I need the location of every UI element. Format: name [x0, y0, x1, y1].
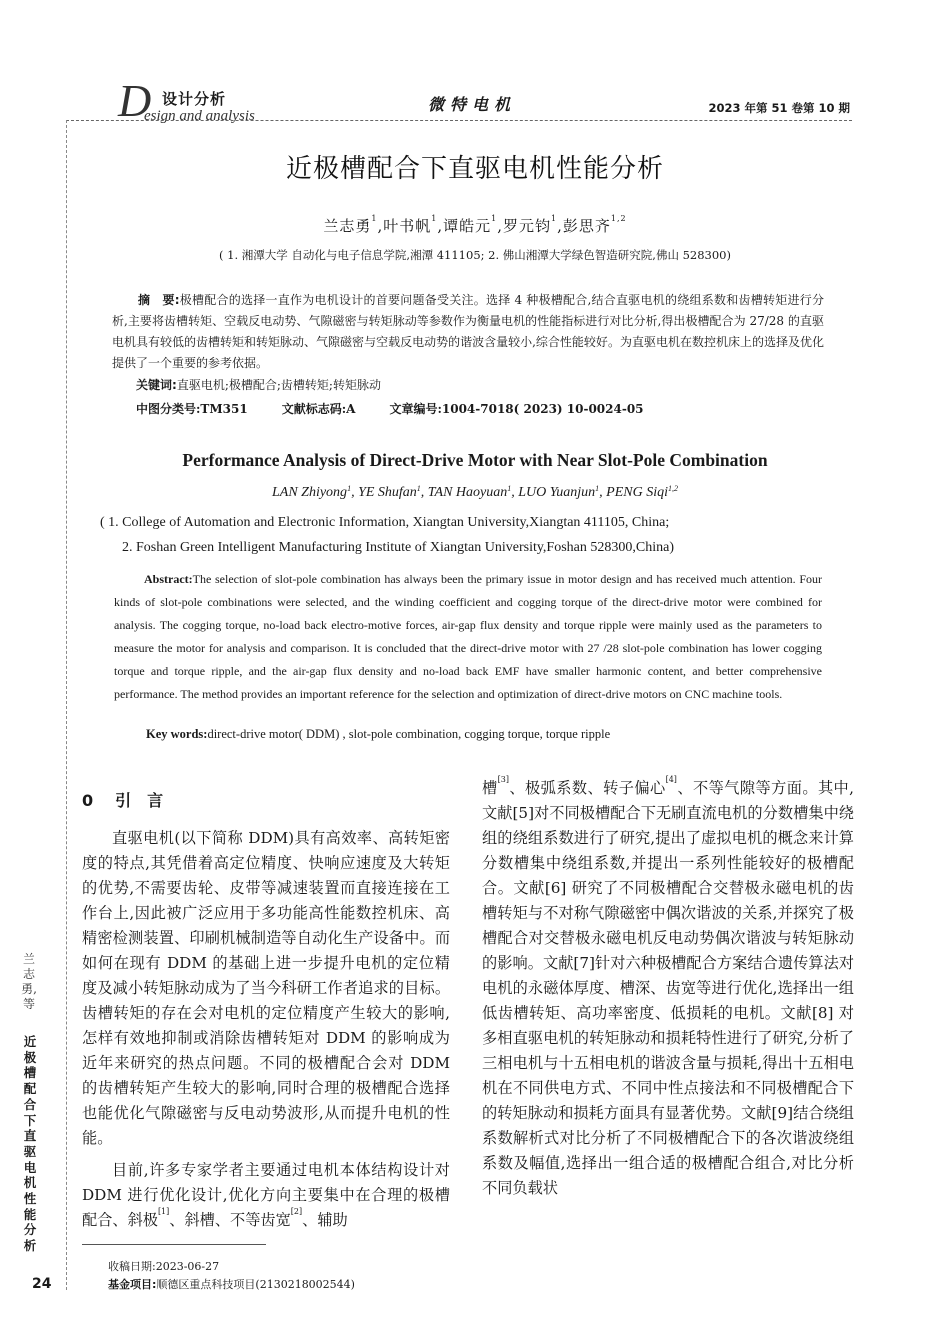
issue-info: 2023 年第 51 卷第 10 期: [708, 101, 850, 115]
author-list-cn: 兰志勇$^1$,叶书帆$^1$,谭皓元$^1$,罗元钧$^1$,彭思齐$^{1,2}$: [323, 214, 627, 235]
abstract-en: [114, 568, 822, 706]
fund-label: 基金项目:: [108, 1278, 157, 1291]
author-name-en: PENG Siqi: [606, 485, 669, 500]
author-sup-en: 1: [416, 484, 421, 493]
running-head-title: 近极槽配合下直驱电机性能分析: [23, 1034, 37, 1254]
paragraph-text: 、辅助: [302, 1211, 348, 1229]
author-name: 叶书帆: [383, 217, 432, 235]
author-name-en: LUO Yuanjun: [518, 485, 596, 500]
running-head-authors: 兰志勇,等: [21, 952, 37, 1011]
logo-letter: D: [118, 75, 152, 126]
author-name-en: YE Shufan: [358, 485, 417, 500]
abstract-cn: [112, 290, 824, 374]
keywords-label-cn: 关键词:: [136, 378, 177, 392]
author-name: 罗元钧: [503, 217, 552, 235]
classification-line: [136, 400, 678, 417]
author-name-en: LAN Zhiyong: [271, 485, 348, 500]
author-sup-en: 1: [347, 484, 352, 493]
paragraph-text: 、不等气隙等方面。其中,文献[5]对不同极槽配合下无刷直流电机的分数槽集中绕组的绕组系数进行了研究,提出了虚拟电机的概念来计算分数槽集中绕组系数,并提出一系列性能较好的极槽配合。文献[6] 研究了不同极槽配合交替极永磁电机的齿槽转矩与不对称气隙磁密中偶次谐波的关系,并探究了极槽配合对交替极永磁电机反电动势偶次谐波与转矩脉动的影响。文献[7]针对六种极槽配合方案结合遗传算法对电机的永磁体厚度、槽深、齿宽等进行优化,选择出一组低齿槽转矩、高功率密度、低损耗的电机。文献[8] 对多相直驱电机的转矩脉动和损耗特性进行了研究,分析了三相电机与十五相电机的谐波含量与损耗,得出十五相电机在不同供电方式、不同中性点接法和不同极槽配合下的转矩脉动和损耗方面具有显著优势。文献[9]结合绕组系数解析式对比分析了不同极槽配合下的各次谐波绕组系数及幅值,选择出一组合适的极槽配合组合,对比分析不同负载状: [482, 779, 855, 1197]
side-divider: [66, 120, 67, 1290]
keywords-en: [146, 727, 610, 742]
citation-ref: [4]: [665, 775, 677, 784]
abstract-text-en: The selection of slot-pole combination has always been the primary issue in motor design and has received much attention. Four kinds of slot-pole combinations were selected, and the winding coefficient and cogging torque of the direct-drive motor were combined for analysis. The cogging torque, no-load back electro-motive forces, air-gap flux density and torque ripple were mainly used as the parameters to measure the motor for analysis and comparison. It is concluded that the direct-drive motor with 27 /28 slot-pole combination has lower cogging torque and torque ripple, and the air-gap flux density and no-load back EMF have smaller harmonic content, and better comprehensive performance. The method provides an important reference for the selection and optimization of direct-drive motors on CNC machine tools.: [114, 572, 822, 701]
fund-info: [108, 1276, 355, 1292]
received-date: 收稿日期:2023-06-27: [108, 1260, 220, 1273]
author-name-en: TAN Haoyuan: [427, 485, 508, 500]
paragraph-text: 槽: [482, 779, 498, 797]
section-title: 引 言: [115, 791, 164, 810]
keywords-label-en: Key words:: [146, 727, 208, 741]
intro-paragraph-2: [82, 1158, 450, 1233]
author-sup-en: 1,2: [668, 484, 679, 493]
affiliations-en: [100, 510, 674, 560]
affiliations-cn: ( 1. 湘潭大学 自动化与电子信息学院,湘潭 411105; 2. 佛山湘潭大学绿色智造研究院,佛山 528300): [219, 248, 731, 262]
abstract-text-cn: 极槽配合的选择一直作为电机设计的首要问题备受关注。选择 4 种极槽配合,结合直驱电机的绕组系数和齿槽转矩进行分析,主要将齿槽转矩、空载反电动势、气隙磁密与转矩脉动等参数作为衡量电机的性能指标进行对比分析,得出极槽配合为 27/28 的直驱电机具有较低的齿槽转矩和转矩脉动、气隙磁密与空载反电动势的谐波含量较小,综合性能较好。为直驱电机在数控机床上的选择及优化提供了一个重要的参考依据。: [112, 293, 824, 370]
article-number: 文章编号:1004-7018( 2023) 10-0024-05: [389, 402, 644, 416]
section-logo: [118, 75, 268, 128]
paragraph-text: 目前,许多专家学者主要通过电机本体结构设计对 DDM 进行优化设计,优化方向主要集中在合理的极槽配合、斜极: [82, 1161, 450, 1229]
abstract-label-cn: 摘 要:: [138, 293, 180, 307]
intro-paragraph-2-continued: [482, 776, 854, 1201]
section-label-en: esign and analysis: [144, 108, 255, 124]
paragraph-text: 、斜槽、不等齿宽: [169, 1211, 291, 1229]
keywords-cn: [136, 376, 381, 393]
citation-ref: [3]: [497, 775, 509, 784]
header-divider: [66, 120, 852, 121]
author-sup: 1,2: [610, 214, 627, 223]
classification-number: 中图分类号:TM351: [136, 402, 248, 416]
affiliation-en-line2: 2. Foshan Green Intelligent Manufacturing Institute of Xiangtan University,Foshan 528300,China): [122, 540, 674, 555]
section-number: 0: [82, 791, 94, 810]
affiliation-en-line1: ( 1. College of Automation and Electronic Information, Xiangtan University,Xiangtan 411105, China;: [100, 515, 670, 530]
paragraph-text: 、极弧系数、转子偏心: [508, 779, 666, 797]
document-code: 文献标志码:A: [281, 402, 356, 416]
author-sup: 1: [551, 214, 558, 223]
author-sup-en: 1: [507, 484, 512, 493]
author-sup: 1: [491, 214, 498, 223]
citation-ref: [1]: [157, 1207, 170, 1216]
journal-name: 微特电机: [428, 95, 517, 114]
citation-ref: [2]: [290, 1207, 303, 1216]
page-title: 近极槽配合下直驱电机性能分析: [285, 154, 664, 184]
section-heading: [82, 788, 185, 811]
page-number: 24: [32, 1276, 52, 1292]
author-name: 谭皓元: [443, 217, 492, 235]
keywords-text-en: direct-drive motor( DDM) , slot-pole combination, cogging torque, torque ripple: [207, 727, 611, 741]
intro-paragraph-1: 直驱电机(以下简称 DDM)具有高效率、高转矩密度的特点,其凭借着高定位精度、快响应速度及大转矩的优势,不需要齿轮、皮带等减速装置而直接连接在工作台上,因此被广泛应用于多功能高性能数控机床、高精密检测装置、印刷机械制造等自动化生产设备中。而如何在现有 DDM 的基础上进一步提升电机的定位精度及减小转矩脉动成为了当今科研工作者追求的目标。齿槽转矩的存在会对电机的定位精度产生较大的影响,怎样有效地抑制或消除齿槽转矩对 DDM 的影响成为近年来研究的热点问题。不同的极槽配合会对 DDM 的齿槽转矩产生较大的影响,同时合理的极槽配合选择也能优化气隙磁密与反电动势波形,从而提升电机的性能。: [82, 829, 450, 1147]
author-list-en: LAN Zhiyong$^1$, YE Shufan$^1$, TAN Haoyuan$^1$, LUO Yuanjun$^1$, PENG Siqi$^{1,2}$: [271, 484, 679, 500]
author-sup: 1: [431, 214, 438, 223]
author-sup: 1: [371, 214, 378, 223]
section-label-cn: 设计分析: [162, 90, 227, 108]
keywords-text-cn: 直驱电机;极槽配合;齿槽转矩;转矩脉动: [176, 378, 381, 392]
author-name: 彭思齐: [562, 217, 611, 235]
footnote-divider: [82, 1244, 266, 1245]
author-sup-en: 1: [595, 484, 600, 493]
title-en: Performance Analysis of Direct-Drive Motor with Near Slot-Pole Combination: [182, 450, 768, 470]
author-name: 兰志勇: [323, 217, 372, 235]
fund-text: 顺德区重点科技项目(2130218002544): [156, 1278, 355, 1291]
abstract-label-en: Abstract:: [144, 572, 193, 586]
